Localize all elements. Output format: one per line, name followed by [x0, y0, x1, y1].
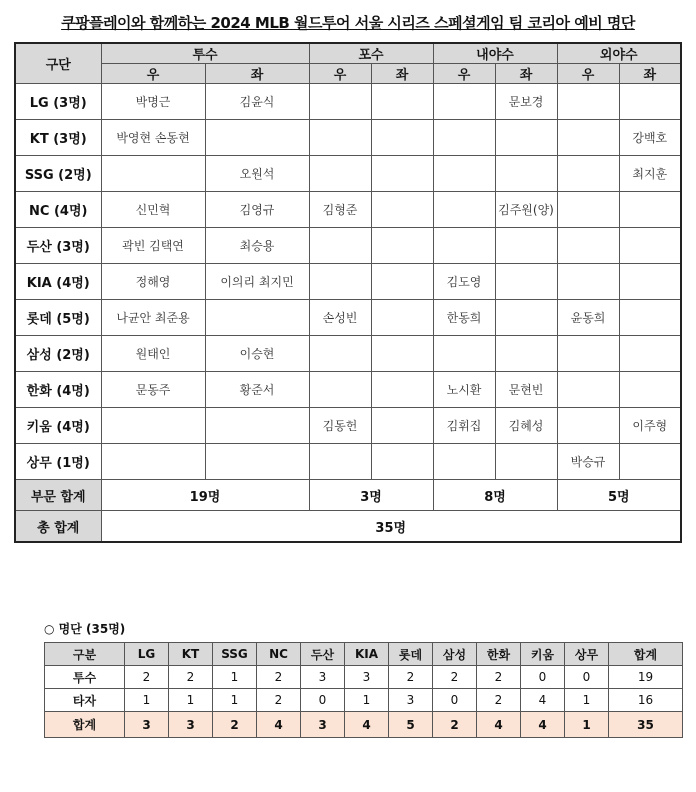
player-cell	[557, 408, 619, 444]
summary-row	[45, 666, 683, 689]
summary-value: 3	[345, 666, 389, 689]
player-cell	[371, 300, 433, 336]
player-cell	[309, 156, 371, 192]
player-cell	[619, 84, 681, 120]
player-cell	[371, 408, 433, 444]
player-cell: 정해영	[101, 264, 205, 300]
player-cell: 노시환	[433, 372, 495, 408]
player-cell	[557, 372, 619, 408]
player-cell	[371, 84, 433, 120]
team-name: SSG (2명)	[15, 156, 101, 192]
player-cell	[619, 192, 681, 228]
section-total-catcher: 3명	[309, 480, 433, 511]
subheader-right: 우	[433, 64, 495, 84]
player-cell	[495, 336, 557, 372]
player-cell: 문보경	[495, 84, 557, 120]
summary-value: 2	[477, 666, 521, 689]
team-row	[15, 192, 681, 228]
team-row	[15, 372, 681, 408]
summary-value: 1	[213, 666, 257, 689]
summary-value: 0	[565, 666, 609, 689]
team-name: KIA (4명)	[15, 264, 101, 300]
player-cell	[619, 444, 681, 480]
summary-column-header: 롯데	[389, 643, 433, 666]
team-header: 구단	[15, 43, 101, 84]
summary-column-header: SSG	[213, 643, 257, 666]
grand-total-value: 35명	[101, 511, 681, 543]
summary-value: 3	[301, 666, 345, 689]
summary-value: 2	[257, 666, 301, 689]
team-row	[15, 264, 681, 300]
summary-row-label: 타자	[45, 689, 125, 712]
player-cell: 문동주	[101, 372, 205, 408]
summary-value: 2	[389, 666, 433, 689]
team-row	[15, 300, 681, 336]
player-cell: 문현빈	[495, 372, 557, 408]
player-cell: 한동희	[433, 300, 495, 336]
player-cell	[495, 444, 557, 480]
subheader-right: 우	[557, 64, 619, 84]
team-row	[15, 336, 681, 372]
summary-value: 1	[213, 689, 257, 712]
summary-value: 16	[609, 689, 683, 712]
player-cell: 이의리 최지민	[205, 264, 309, 300]
player-cell: 곽빈 김택연	[101, 228, 205, 264]
player-cell	[495, 156, 557, 192]
player-cell	[371, 192, 433, 228]
summary-value: 1	[345, 689, 389, 712]
player-cell: 최지훈	[619, 156, 681, 192]
player-cell	[101, 444, 205, 480]
summary-heading: ○ 명단 (35명)	[44, 622, 126, 636]
player-cell	[371, 444, 433, 480]
subheader-left: 좌	[619, 64, 681, 84]
player-cell	[557, 120, 619, 156]
player-cell: 박명근	[101, 84, 205, 120]
player-cell: 김도영	[433, 264, 495, 300]
player-cell: 나균안 최준용	[101, 300, 205, 336]
team-name: 삼성 (2명)	[15, 336, 101, 372]
summary-total-value: 4	[257, 712, 301, 738]
player-cell	[371, 228, 433, 264]
player-cell: 박영현 손동현	[101, 120, 205, 156]
player-cell	[205, 444, 309, 480]
summary-value: 19	[609, 666, 683, 689]
summary-row	[45, 689, 683, 712]
summary-total-row	[45, 712, 683, 738]
player-cell	[619, 300, 681, 336]
summary-column-header: 합계	[609, 643, 683, 666]
summary-value: 0	[521, 666, 565, 689]
team-name: LG (3명)	[15, 84, 101, 120]
player-cell	[205, 300, 309, 336]
player-cell	[433, 192, 495, 228]
team-name: NC (4명)	[15, 192, 101, 228]
summary-value: 0	[433, 689, 477, 712]
summary-value: 2	[433, 666, 477, 689]
subheader-left: 좌	[205, 64, 309, 84]
player-cell	[433, 120, 495, 156]
player-cell	[619, 228, 681, 264]
player-cell	[433, 444, 495, 480]
summary-column-header: 키움	[521, 643, 565, 666]
summary-total-value: 35	[609, 712, 683, 738]
player-cell: 김형준	[309, 192, 371, 228]
section-total-label: 부문 합계	[15, 480, 101, 511]
summary-table	[44, 642, 683, 738]
team-name: 롯데 (5명)	[15, 300, 101, 336]
summary-total-value: 4	[521, 712, 565, 738]
section-total-outfielder: 5명	[557, 480, 681, 511]
section-total-infielder: 8명	[433, 480, 557, 511]
player-cell	[309, 84, 371, 120]
player-cell	[101, 408, 205, 444]
player-cell	[371, 264, 433, 300]
summary-value: 4	[521, 689, 565, 712]
team-row	[15, 84, 681, 120]
grand-total-label: 총 합계	[15, 511, 101, 543]
summary-column-header: 삼성	[433, 643, 477, 666]
player-cell: 김혜성	[495, 408, 557, 444]
summary-value: 2	[477, 689, 521, 712]
summary-value: 3	[389, 689, 433, 712]
player-cell	[557, 156, 619, 192]
team-name: 상무 (1명)	[15, 444, 101, 480]
player-cell	[495, 228, 557, 264]
team-name: 두산 (3명)	[15, 228, 101, 264]
subheader-left: 좌	[495, 64, 557, 84]
player-cell: 김휘집	[433, 408, 495, 444]
summary-column-header: KIA	[345, 643, 389, 666]
group-header-infielder: 내야수	[433, 43, 557, 64]
player-cell	[619, 372, 681, 408]
summary-column-header: 두산	[301, 643, 345, 666]
team-name: KT (3명)	[15, 120, 101, 156]
player-cell	[495, 120, 557, 156]
summary-row-label: 투수	[45, 666, 125, 689]
player-cell	[205, 408, 309, 444]
summary-total-value: 3	[125, 712, 169, 738]
group-header-outfielder: 외야수	[557, 43, 681, 64]
player-cell	[309, 264, 371, 300]
player-cell: 황준서	[205, 372, 309, 408]
player-cell: 원태인	[101, 336, 205, 372]
team-row	[15, 120, 681, 156]
team-row	[15, 444, 681, 480]
summary-value: 0	[301, 689, 345, 712]
player-cell: 강백호	[619, 120, 681, 156]
player-cell	[433, 84, 495, 120]
player-cell	[557, 336, 619, 372]
player-cell	[495, 264, 557, 300]
player-cell	[495, 300, 557, 336]
player-cell	[619, 264, 681, 300]
player-cell	[101, 156, 205, 192]
player-cell	[557, 192, 619, 228]
group-header-catcher: 포수	[309, 43, 433, 64]
player-cell: 김영규	[205, 192, 309, 228]
summary-total-value: 2	[433, 712, 477, 738]
player-cell	[309, 336, 371, 372]
summary-value: 1	[565, 689, 609, 712]
player-cell	[309, 228, 371, 264]
summary-value: 2	[169, 666, 213, 689]
player-cell: 손성빈	[309, 300, 371, 336]
summary-total-value: 3	[301, 712, 345, 738]
section-total-pitcher: 19명	[101, 480, 309, 511]
player-cell	[371, 120, 433, 156]
summary-value: 1	[125, 689, 169, 712]
player-cell	[557, 228, 619, 264]
player-cell: 김주원(양)	[495, 192, 557, 228]
player-cell	[557, 84, 619, 120]
subheader-left: 좌	[371, 64, 433, 84]
team-name: 키움 (4명)	[15, 408, 101, 444]
player-cell: 신민혁	[101, 192, 205, 228]
team-name: 한화 (4명)	[15, 372, 101, 408]
team-row	[15, 228, 681, 264]
summary-column-header: LG	[125, 643, 169, 666]
summary-total-value: 2	[213, 712, 257, 738]
summary-value: 2	[125, 666, 169, 689]
player-cell	[433, 336, 495, 372]
team-row	[15, 156, 681, 192]
player-cell	[309, 372, 371, 408]
player-cell	[309, 120, 371, 156]
player-cell	[619, 336, 681, 372]
summary-total-value: 3	[169, 712, 213, 738]
player-cell: 윤동희	[557, 300, 619, 336]
summary-column-header: 한화	[477, 643, 521, 666]
summary-total-value: 4	[345, 712, 389, 738]
subheader-right: 우	[309, 64, 371, 84]
summary-total-value: 1	[565, 712, 609, 738]
summary-value: 1	[169, 689, 213, 712]
player-cell	[557, 264, 619, 300]
summary-total-label: 합계	[45, 712, 125, 738]
summary-column-header: 구분	[45, 643, 125, 666]
summary-column-header: 상무	[565, 643, 609, 666]
player-cell	[371, 372, 433, 408]
player-cell	[205, 120, 309, 156]
player-cell	[371, 156, 433, 192]
summary-column-header: KT	[169, 643, 213, 666]
summary-value: 2	[257, 689, 301, 712]
document-title: 쿠팡플레이와 함께하는 2024 MLB 월드투어 서울 시리즈 스페셜게임 팀 코리아 예비 명단	[61, 14, 635, 32]
group-header-pitcher: 투수	[101, 43, 309, 64]
player-cell	[433, 156, 495, 192]
player-cell: 박승규	[557, 444, 619, 480]
player-cell	[309, 444, 371, 480]
player-cell	[371, 336, 433, 372]
team-row	[15, 408, 681, 444]
player-cell: 이주형	[619, 408, 681, 444]
player-cell: 김윤식	[205, 84, 309, 120]
summary-total-value: 4	[477, 712, 521, 738]
subheader-right: 우	[101, 64, 205, 84]
player-cell	[433, 228, 495, 264]
player-cell: 김동헌	[309, 408, 371, 444]
roster-table	[14, 42, 682, 543]
player-cell: 오원석	[205, 156, 309, 192]
player-cell: 이승현	[205, 336, 309, 372]
player-cell: 최승용	[205, 228, 309, 264]
summary-column-header: NC	[257, 643, 301, 666]
summary-total-value: 5	[389, 712, 433, 738]
